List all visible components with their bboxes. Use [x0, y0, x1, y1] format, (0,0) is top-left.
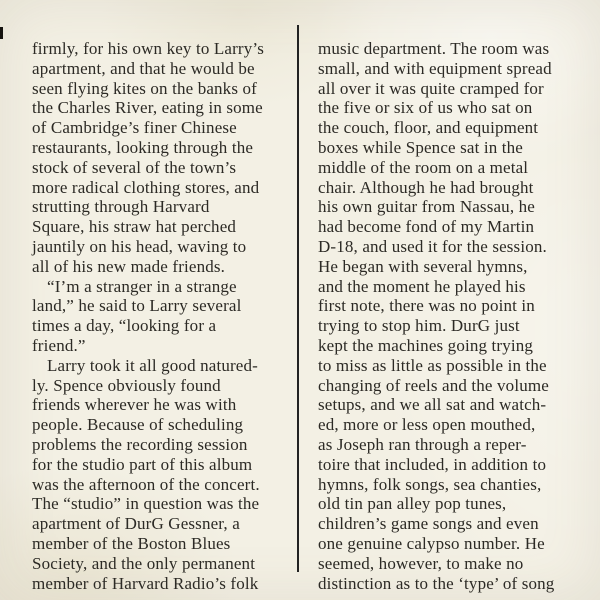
- text-line: trying to stop him. DurG just: [318, 316, 520, 336]
- text-line: changing of reels and the volume: [318, 375, 549, 395]
- text-line: the Charles River, eating in some: [32, 98, 263, 118]
- text-line: one genuine calypso number. He: [318, 533, 545, 553]
- text-line: of Cambridge’s finer Chinese: [32, 118, 237, 138]
- text-line: more radical clothing stores, and: [32, 177, 260, 197]
- text-line: problems the recording session: [32, 434, 248, 454]
- text-line: apartment of DurG Gessner, a: [32, 514, 240, 534]
- column-divider-rule: [297, 25, 299, 572]
- text-line: small, and with equipment spread: [318, 58, 552, 78]
- text-line: toire that included, in addition to: [318, 454, 547, 474]
- text-line: friends wherever he was with: [32, 395, 237, 415]
- text-line: land,” he said to Larry several: [32, 296, 242, 316]
- scan-edge-artifact: [0, 27, 3, 39]
- text-line: restaurants, looking through the: [32, 137, 254, 157]
- text-line: kept the machines going trying: [318, 335, 534, 355]
- text-line: middle of the room on a metal: [318, 157, 529, 177]
- text-line: first note, there was no point in: [318, 296, 535, 316]
- text-line: as Joseph ran through a reper-: [318, 434, 527, 454]
- text-line: was the afternoon of the concert.: [32, 474, 260, 494]
- text-line: all of his new made friends.: [32, 256, 226, 276]
- text-line: ly. Spence obviously found: [32, 375, 221, 395]
- text-line: He began with several hymns,: [318, 256, 528, 276]
- text-line: boxes while Spence sat in the: [318, 137, 523, 157]
- text-line: member of Harvard Radio’s folk: [32, 573, 259, 593]
- text-line: times a day, “looking for a: [32, 316, 217, 336]
- text-line: for the studio part of this album: [32, 454, 253, 474]
- text-line: ed, more or less open mouthed,: [318, 415, 536, 435]
- text-line: “I’m a stranger in a strange: [47, 276, 237, 296]
- text-line: to miss as little as possible in the: [318, 355, 547, 375]
- text-line: chair. Although he had brought: [318, 177, 534, 197]
- text-line: member of the Boston Blues: [32, 533, 231, 553]
- text-line: D-18, and used it for the session.: [318, 236, 547, 256]
- text-line: The “studio” in question was the: [32, 494, 260, 514]
- text-line: the five or six of us who sat on: [318, 98, 533, 118]
- text-column-right: [318, 39, 584, 593]
- text-line: people. Because of scheduling: [32, 415, 244, 435]
- text-column-left: [32, 39, 290, 593]
- text-line: music department. The room was: [318, 39, 550, 58]
- text-line: seen flying kites on the banks of: [32, 78, 257, 98]
- text-line: apartment, and that he would be: [32, 58, 255, 78]
- text-line: distinction as to the ‘type’ of song: [318, 573, 555, 593]
- text-line: Square, his straw hat perched: [32, 217, 237, 237]
- text-line: setups, and we all sat and watch-: [318, 395, 547, 415]
- text-line: jauntily on his head, waving to: [32, 236, 247, 256]
- text-line: his own guitar from Nassau, he: [318, 197, 535, 217]
- text-line: the couch, floor, and equipment: [318, 118, 539, 138]
- text-line: had become fond of my Martin: [318, 217, 535, 237]
- text-line: firmly, for his own key to Larry’s: [32, 39, 265, 58]
- text-line: all over it was quite cramped for: [318, 78, 544, 98]
- text-line: Society, and the only permanent: [32, 553, 256, 573]
- text-line: children’s game songs and even: [318, 514, 539, 534]
- text-line: seemed, however, to make no: [318, 553, 524, 573]
- text-line: friend.”: [32, 335, 86, 355]
- text-line: and the moment he played his: [318, 276, 526, 296]
- text-line: old tin pan alley pop tunes,: [318, 494, 507, 514]
- text-line: Larry took it all good natured-: [47, 355, 258, 375]
- text-line: strutting through Harvard: [32, 197, 210, 217]
- text-line: stock of several of the town’s: [32, 157, 237, 177]
- text-line: hymns, folk songs, sea chanties,: [318, 474, 542, 494]
